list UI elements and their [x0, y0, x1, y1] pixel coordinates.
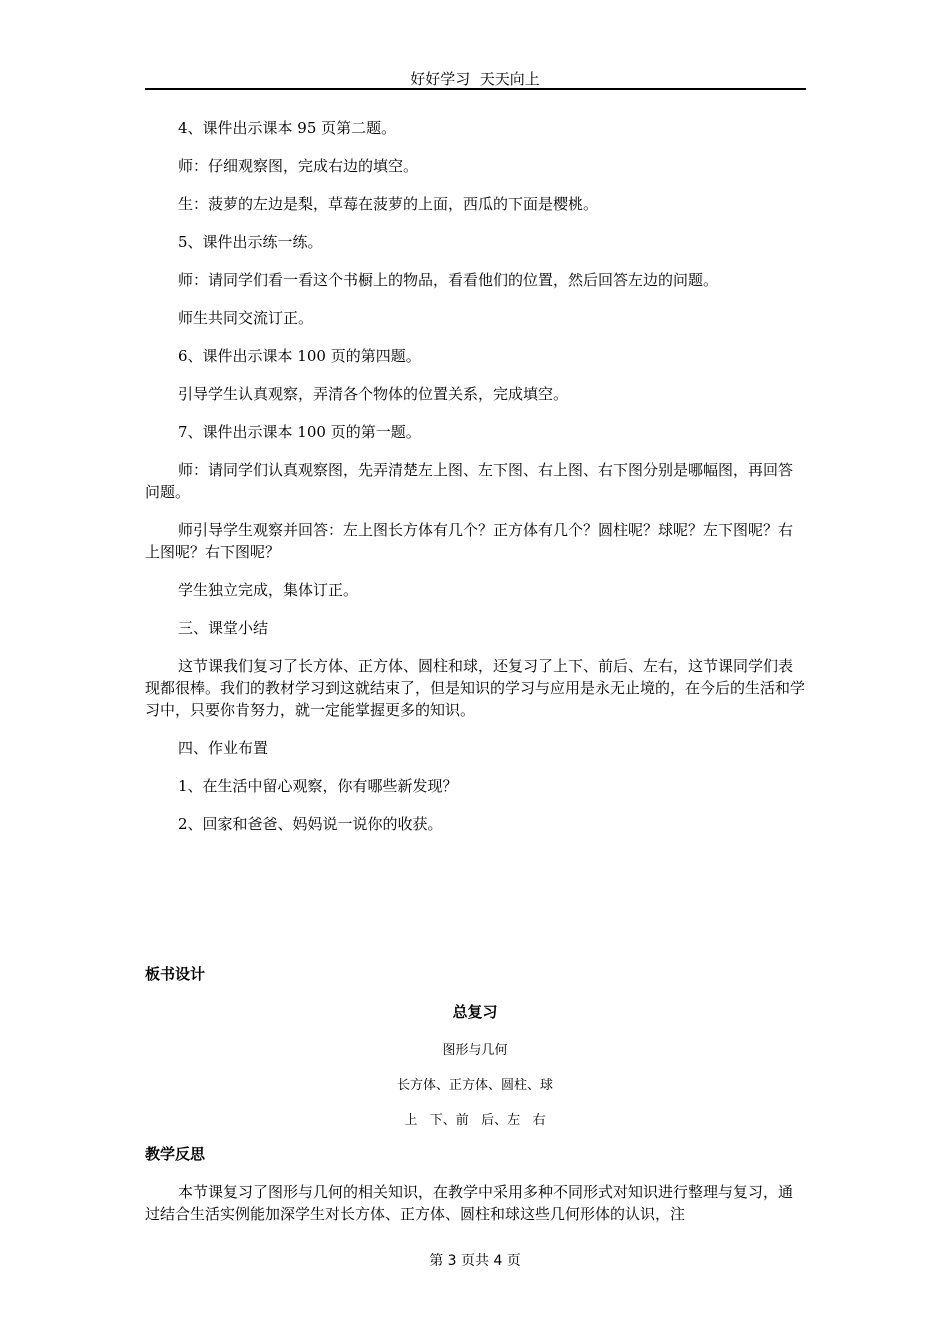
paragraph-9: 7、课件出示课本 100 页的第一题。: [178, 423, 421, 441]
page-footer: 第 3 页共 4 页: [429, 1253, 521, 1269]
homework-item-1: 1、在生活中留心观察，你有哪些新发现？: [178, 777, 458, 795]
header-divider: [145, 88, 806, 90]
page-header: 好好学习 天天向上: [410, 70, 540, 88]
paragraph-8: 引导学生认真观察，弄清各个物体的位置关系，完成填空。: [178, 385, 569, 403]
reflection-text: 本节课复习了图形与几何的相关知识，在教学中采用多种不同形式对知识进行整理与复习，通过结合生活实例能加深学生对长方体、正方体、圆柱和球这些几何形体的认识，注: [145, 1183, 794, 1223]
paragraph-10: 师：请同学们认真观察图，先弄清楚左上图、左下图、右上图、右下图分别是哪幅图，再回答问题。: [145, 461, 794, 501]
homework-item-2: 2、回家和爸爸、妈妈说一说你的收获。: [178, 815, 443, 833]
paragraph-12: 学生独立完成，集体订正。: [178, 581, 359, 599]
section-heading-homework: 四、作业布置: [178, 739, 269, 757]
paragraph-2: 师：仔细观察图，完成右边的填空。: [178, 157, 419, 175]
paragraph-4: 5、课件出示练一练。: [178, 233, 323, 251]
section-heading-summary: 三、课堂小结: [178, 619, 269, 637]
board-title: 总复习: [452, 1003, 498, 1021]
board-design-heading: 板书设计: [145, 965, 206, 983]
reflection-heading: 教学反思: [145, 1145, 206, 1163]
paragraph-6: 师生共同交流订正。: [178, 309, 314, 327]
paragraph-7: 6、课件出示课本 100 页的第四题。: [178, 347, 421, 365]
paragraph-summary: 这节课我们复习了长方体、正方体、圆柱和球，还复习了上下、前后、左右，这节课同学们表现都很棒。我们的教材学习到这就结束了，但是知识的学习与应用是永无止境的，在今后的生活和学习中，只要你肯努力，就一定能掌握更多的知识。: [145, 657, 806, 719]
paragraph-3: 生：菠萝的左边是梨，草莓在菠萝的上面，西瓜的下面是樱桃。: [178, 195, 599, 213]
board-line-3: 上 下、前 后、左 右: [404, 1113, 546, 1128]
paragraph-11: 师引导学生观察并回答：左上图长方体有几个？正方体有几个？圆柱呢？球呢？左下图呢？右上图呢？右下图呢？: [145, 521, 794, 561]
board-line-2: 长方体、正方体、圆柱、球: [396, 1078, 553, 1093]
paragraph-5: 师：请同学们看一看这个书橱上的物品，看看他们的位置，然后回答左边的问题。: [178, 271, 719, 289]
paragraph-1: 4、课件出示课本 95 页第二题。: [178, 119, 397, 137]
board-line-1: 图形与几何: [442, 1043, 508, 1058]
